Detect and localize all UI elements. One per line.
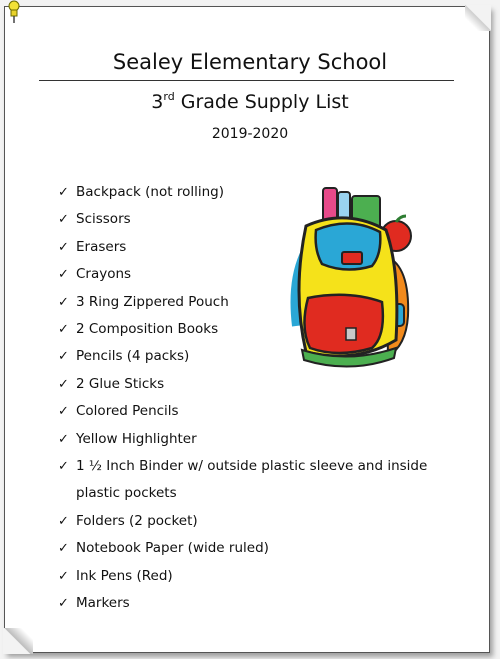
- check-icon: ✓: [58, 212, 69, 228]
- supply-item-label: 2 Glue Sticks: [76, 375, 165, 392]
- supply-item-label: 1 ½ Inch Binder w/ outside plastic sleeve and inside plastic pockets: [76, 458, 428, 502]
- check-icon: ✓: [58, 568, 69, 584]
- check-icon: ✓: [58, 513, 69, 529]
- supply-item-label: Backpack (not rolling): [76, 184, 224, 200]
- check-icon: ✓: [58, 431, 69, 447]
- check-icon: ✓: [58, 459, 69, 475]
- page-curl-bottom-left: [3, 628, 33, 654]
- check-icon: ✓: [58, 596, 69, 612]
- supply-item: [58, 453, 438, 508]
- supply-item-label: Pencils (4 packs): [76, 348, 190, 365]
- check-icon: ✓: [58, 541, 69, 557]
- supply-item-label: Folders (2 pocket): [76, 512, 198, 529]
- page-curl-top-right: [465, 5, 491, 31]
- pushpin-icon: [5, 0, 23, 24]
- check-icon: ✓: [58, 404, 69, 420]
- grade-number: 3: [151, 91, 164, 113]
- check-icon: ✓: [58, 267, 69, 283]
- supply-item: [58, 563, 438, 590]
- school-name: Sealey Elementary School: [112, 50, 388, 74]
- check-icon: ✓: [58, 294, 69, 310]
- supply-item: [58, 590, 438, 617]
- supply-item-label: 2 Composition Books: [76, 321, 219, 338]
- check-icon: ✓: [58, 239, 69, 255]
- check-icon: ✓: [58, 185, 69, 200]
- supply-item: [58, 426, 438, 453]
- supply-item-label: Yellow Highlighter: [76, 430, 197, 447]
- supply-item-label: 3 Ring Zippered Pouch: [76, 293, 229, 310]
- supply-item: [58, 535, 438, 562]
- supply-item-label: Scissors: [76, 211, 131, 228]
- grade-suffix: rd: [163, 90, 175, 103]
- supply-item-label: Ink Pens (Red): [76, 567, 173, 584]
- title-text: Grade Supply List: [174, 91, 349, 113]
- supply-item: [58, 508, 438, 535]
- supply-item-label: Colored Pencils: [76, 403, 179, 420]
- supply-item-label: Erasers: [76, 238, 127, 255]
- check-icon: ✓: [58, 376, 69, 392]
- supply-item: [58, 398, 438, 425]
- supply-item-label: Crayons: [76, 266, 132, 283]
- supply-item-label: Markers: [76, 595, 130, 612]
- title-divider: [39, 80, 454, 81]
- page-title: [0, 90, 500, 113]
- check-icon: ✓: [58, 322, 69, 338]
- check-icon: ✓: [58, 349, 69, 365]
- school-year: 2019-2020: [211, 126, 289, 142]
- supply-item-label: Notebook Paper (wide ruled): [76, 540, 269, 557]
- backpack-illustration: [268, 186, 428, 376]
